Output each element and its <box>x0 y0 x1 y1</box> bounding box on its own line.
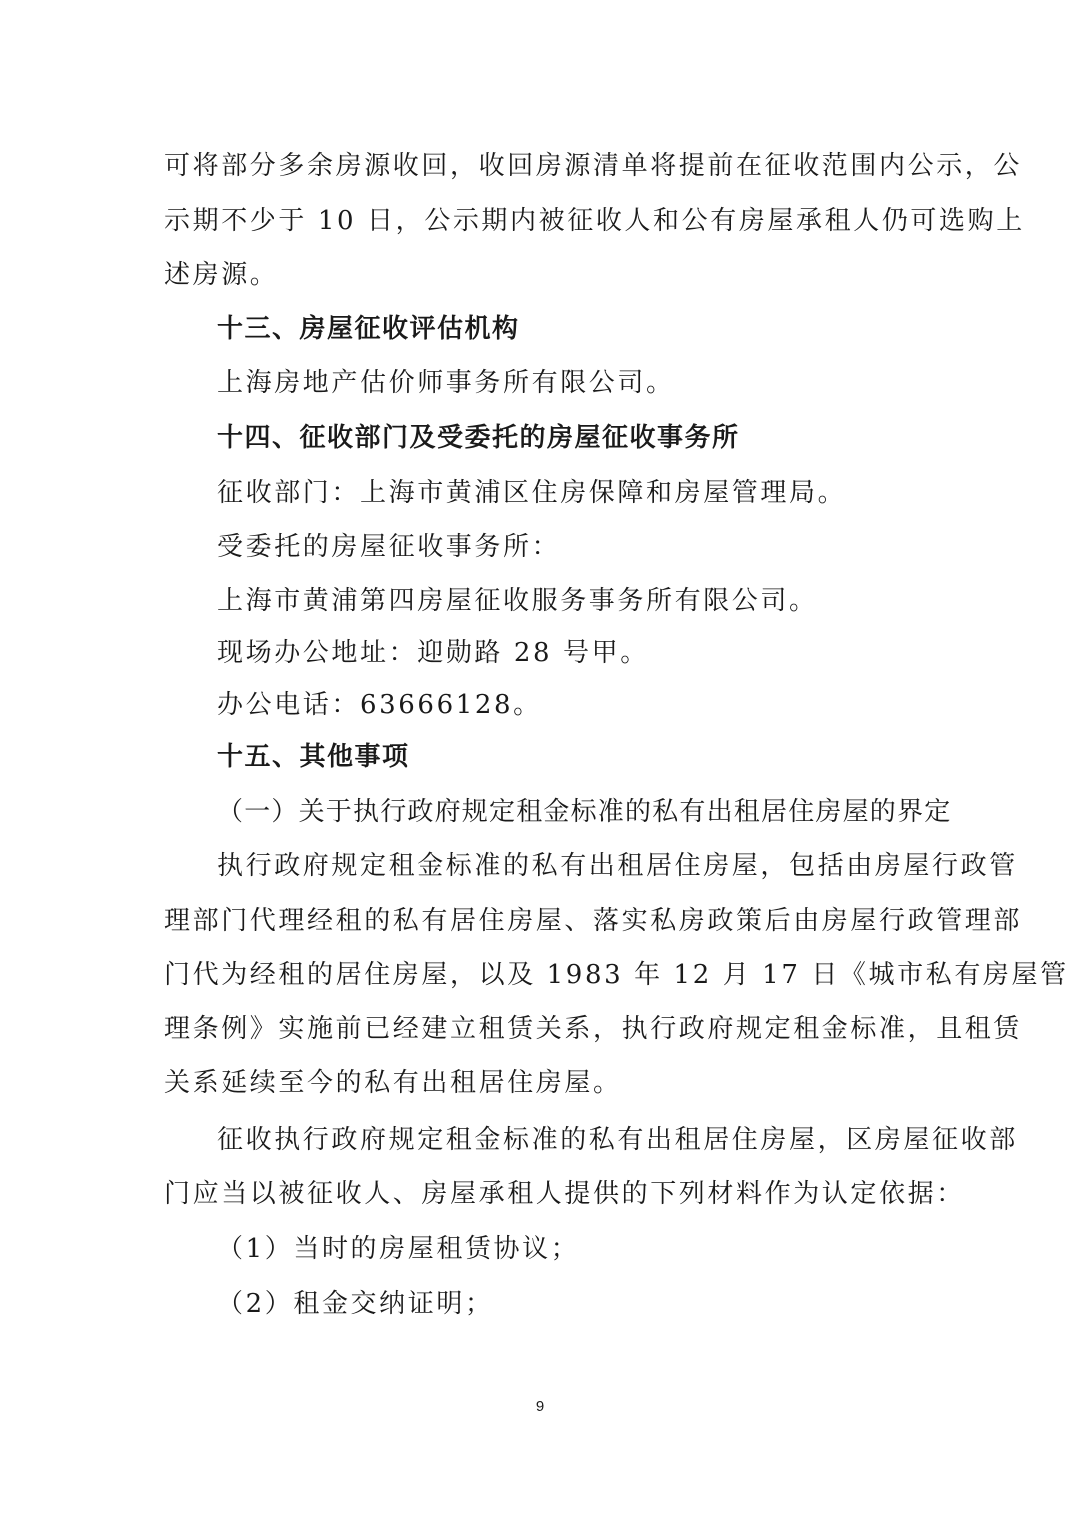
body-text-line: 办公电话：63666128。 <box>217 690 542 720</box>
body-text-line: 理部门代理经租的私有居住房屋、落实私房政策后由房屋行政管理部 <box>164 906 1023 936</box>
body-text-line: 示期不少于 10 日，公示期内被征收人和公有房屋承租人仍可选购上 <box>164 206 1025 236</box>
subsection-heading: （一）关于执行政府规定租金标准的私有出租居住房屋的界定 <box>217 797 952 827</box>
page-number: 9 <box>535 1398 545 1415</box>
section-heading-15: 十五、其他事项 <box>217 742 410 772</box>
section-heading-14: 十四、征收部门及受委托的房屋征收事务所 <box>217 423 740 453</box>
body-text-line: 门代为经租的居住房屋，以及 1983 年 12 月 17 日《城市私有房屋管 <box>164 960 1069 990</box>
body-text-line: 执行政府规定租金标准的私有出租居住房屋，包括由房屋行政管 <box>217 851 1018 881</box>
body-text-line: 述房源。 <box>164 260 279 290</box>
body-text-line: 关系延续至今的私有出租居住房屋。 <box>164 1068 622 1098</box>
body-text-line: 受委托的房屋征收事务所： <box>217 532 561 562</box>
body-text-line: 上海市黄浦第四房屋征收服务事务所有限公司。 <box>217 586 818 616</box>
section-heading-13: 十三、房屋征收评估机构 <box>217 314 520 344</box>
list-item: （1）当时的房屋租赁协议； <box>217 1234 580 1264</box>
list-item: （2）租金交纳证明； <box>217 1289 494 1319</box>
body-text-line: 征收执行政府规定租金标准的私有出租居住房屋，区房屋征收部 <box>217 1125 1018 1155</box>
body-text-line: 现场办公地址：迎勋路 28 号甲。 <box>217 638 649 668</box>
body-text-line: 可将部分多余房源收回，收回房源清单将提前在征收范围内公示，公 <box>164 151 1023 181</box>
body-text-line: 上海房地产估价师事务所有限公司。 <box>217 368 675 398</box>
body-text-line: 门应当以被征收人、房屋承租人提供的下列材料作为认定依据： <box>164 1179 965 1209</box>
body-text-line: 征收部门：上海市黄浦区住房保障和房屋管理局。 <box>217 478 847 508</box>
body-text-line: 理条例》实施前已经建立租赁关系，执行政府规定租金标准，且租赁 <box>164 1014 1023 1044</box>
